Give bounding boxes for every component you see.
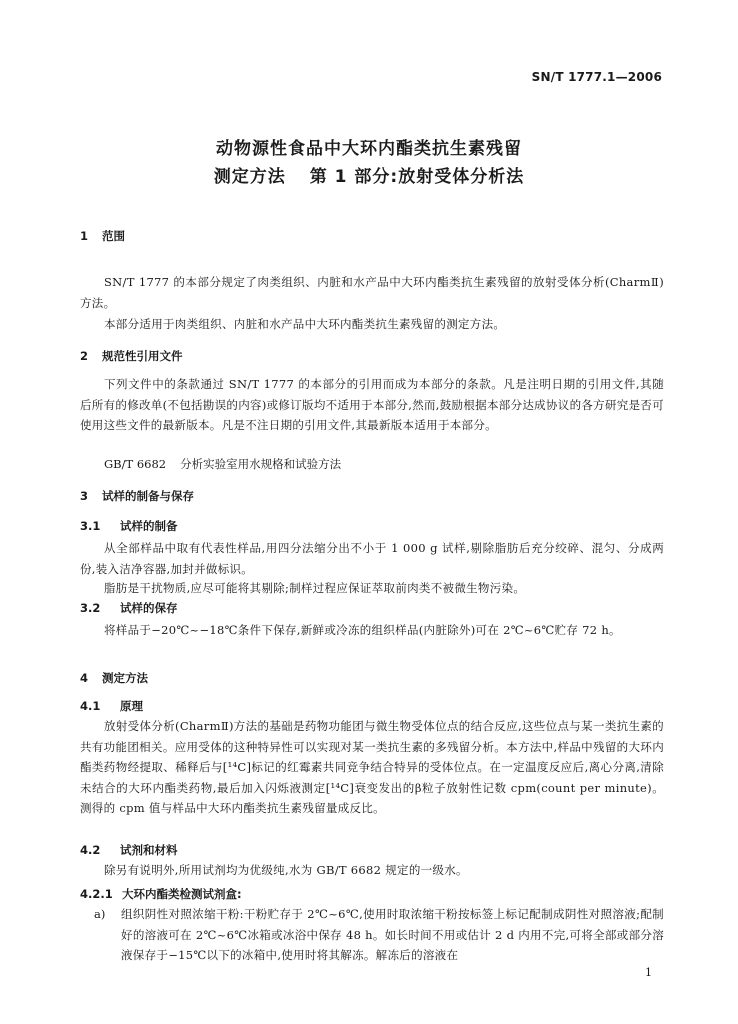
section-2-paragraph-1: 下列文件中的条款通过 SN/T 1777 的本部分的引用而成为本部分的条款。凡是注明日期的引用文件,其随后所有的修改单(不包括勘误的内容)或修订版均不适用于本部分,然而,鼓励根据本部分达成协议的各方研究是否可使用这些文件的最新版本。凡是不注日期的引用文件,其最新版本适用于本部分。 — [80, 377, 664, 432]
list-marker: a) — [94, 907, 106, 921]
section-title: 测定方法 — [102, 671, 148, 685]
section-number: 2 — [80, 349, 89, 363]
title-part-a: 测定方法 — [213, 167, 286, 187]
section-number: 3.2 — [80, 601, 101, 615]
title-part-b: 第 1 部分:放射受体分析法 — [309, 167, 525, 187]
reference-code: GB/T 6682 — [104, 457, 167, 471]
section-3-2-paragraph-1: 将样品于−20℃~−18℃条件下保存,新鲜或冷冻的组织样品(内脏除外)可在 2℃~6℃贮存 72 h。 — [104, 623, 621, 637]
section-number: 3.1 — [80, 519, 101, 533]
section-3-2-heading — [80, 600, 178, 616]
section-1-heading — [80, 228, 125, 244]
section-number: 4.2.1 — [80, 887, 113, 901]
reference-title: 分析实验室用水规格和试验方法 — [180, 457, 342, 471]
document-title-line-1: 动物源性食品中大环内酯类抗生素残留 — [216, 139, 522, 159]
section-number: 3 — [80, 489, 89, 503]
normative-reference — [104, 456, 341, 472]
section-title: 试样的保存 — [120, 601, 178, 615]
section-title: 试样的制备 — [120, 519, 178, 533]
section-3-1-paragraph-2: 脂肪是干扰物质,应尽可能将其剔除;制样过程应保证萃取前肉类不被微生物污染。 — [104, 581, 526, 595]
page-number: 1 — [645, 966, 652, 979]
section-4-1-paragraph-1: 放射受体分析(CharmⅡ)方法的基础是药物功能团与微生物受体位点的结合反应,这些位点与某一类抗生素的共有功能团相关。应用受体的这种特异性可以实现对某一类抗生素的多残留分析。本方法中,样品中残留的大环内酯类药物经提取、稀释后与[¹⁴C]标记的红霉素共同竞争结合特异的受体位点。在一定温度反应后,离心分离,清除未结合的大环内酯类药物,最后加入闪烁液测定[¹⁴C]衰变发出的β粒子放射性记数 cpm(count per minute)。测得的 cpm 值与样品中大环内酯类抗生素残留量成反比。 — [80, 719, 664, 815]
standard-code: SN/T 1777.1—2006 — [531, 70, 662, 84]
section-4-heading — [80, 670, 148, 686]
section-3-1-heading — [80, 518, 178, 534]
section-3-heading — [80, 488, 194, 504]
section-title: 试剂和材料 — [120, 843, 178, 857]
section-number: 1 — [80, 229, 89, 243]
section-title: 原理 — [120, 699, 143, 713]
section-3-1-paragraph-1: 从全部样品中取有代表性样品,用四分法缩分出不小于 1 000 g 试样,剔除脂肪后充分绞碎、混匀、分成两份,装入洁净容器,加封并做标识。 — [80, 541, 664, 576]
section-title: 大环内酯类检测试剂盒: — [122, 887, 242, 901]
section-1-paragraph-2: 本部分适用于肉类组织、内脏和水产品中大环内酯类抗生素残留的测定方法。 — [104, 317, 506, 331]
section-title: 范围 — [102, 229, 125, 243]
section-2-heading — [80, 348, 183, 364]
section-4-2-1-heading — [80, 886, 242, 902]
list-item-a — [80, 904, 664, 966]
section-title: 规范性引用文件 — [102, 349, 183, 363]
section-number: 4 — [80, 671, 89, 685]
section-number: 4.2 — [80, 843, 101, 857]
section-4-1-heading — [80, 698, 143, 714]
list-item-text: 组织阴性对照浓缩干粉:干粉贮存于 2℃~6℃,使用时取浓缩干粉按标签上标记配制成阴性对照溶液;配制好的溶液可在 2℃~6℃冰箱或冰浴中保存 48 h。如长时间不用或估计 2 d 内用不完,可将全部或部分溶液保存于−15℃以下的冰箱中,使用时将其解冻。解冻后的溶液在 — [121, 907, 664, 962]
section-title: 试样的制备与保存 — [102, 489, 194, 503]
document-title-line-2 — [0, 162, 738, 187]
section-4-2-heading — [80, 842, 178, 858]
section-1-paragraph-1: SN/T 1777 的本部分规定了肉类组织、内脏和水产品中大环内酯类抗生素残留的放射受体分析(CharmⅡ)方法。 — [80, 275, 664, 310]
section-number: 4.1 — [80, 699, 101, 713]
section-4-2-paragraph-1: 除另有说明外,所用试剂均为优级纯,水为 GB/T 6682 规定的一级水。 — [104, 863, 468, 877]
